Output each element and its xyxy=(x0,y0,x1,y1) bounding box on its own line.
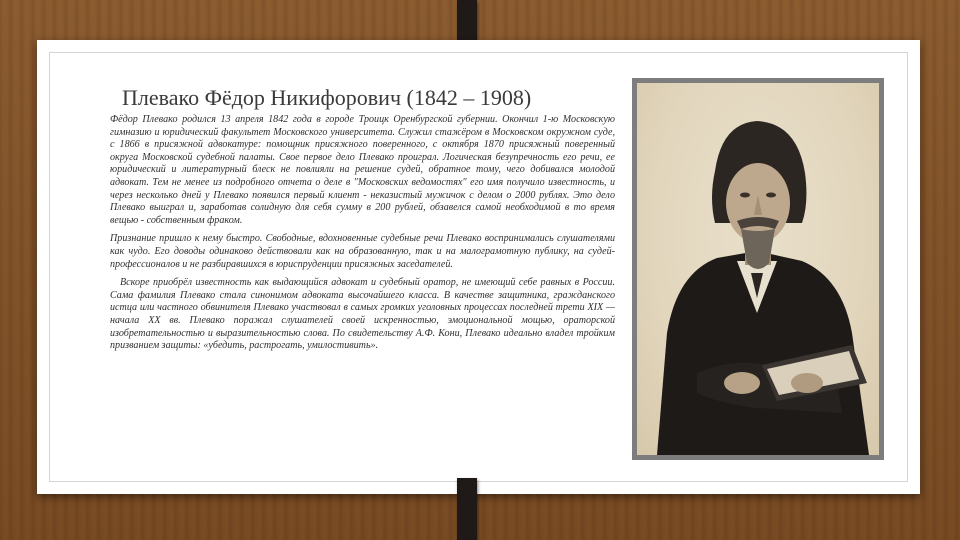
binder-clip-bottom xyxy=(457,478,477,540)
slide-title: Плевако Фёдор Никифорович (1842 – 1908) xyxy=(122,85,532,110)
paragraph-2: Признание пришло к нему быстро. Свободные, вдохновенные судебные речи Плевако воспринимались слушателями как чудо. Его доводы одинаково действовали как на образованную, так и на малограмотную публику, на судей-профессионалов и не разбиравшихся в юриспруденции присяжных заседателей. xyxy=(110,233,615,270)
portrait-frame xyxy=(632,78,884,460)
slide-card xyxy=(37,40,920,494)
paragraph-3: Вскоре приобрёл известность как выдающийся адвокат и судебный оратор, не имеющий себе равных в России. Сама фамилия Плевако стала синонимом адвоката высочайшего класса. В качестве защитника, гражданского истца или частного обвинителя Плевако участвовал в самых громких уголовных процессах последней трети XIX — начала XX вв. Плевако поражал слушателей своей искренностью, эмоциональной мощью, ораторской изобретательностью и выразительностью слова. По свидетельству А.Ф. Кони, Плевако идеально владел тройким призванием защиты: «убедить, растрогать, умилостивить». xyxy=(110,277,615,352)
biography-text xyxy=(110,114,615,359)
portrait-photo xyxy=(637,83,879,455)
paragraph-1: Фёдор Плевако родился 13 апреля 1842 года в городе Троицк Оренбургской губернии. Окончил 1-ю Московскую гимназию и юридический факультет Московского университета. Служил стажёром в Московском окружном суде, с 1866 в присяжной адвокатуре: помощник присяжного поверенного, с октября 1870 присяжный поверенный округа Московской судебной палаты. Свое первое дело Плевако проиграл. Логическая безупречность его речи, ее юридический и литературный блеск не повлияли на решение судей, обратное тому, чего добивался молодой адвокат. Тем не менее из подробного отчета о деле в "Московских ведомостях" его имя получило известность, и через несколько дней у Плевако появился первый клиент - неказистый мужичок с делом о 2000 рублях. Это дело Плевако выиграл и, заработав солидную для себя сумму в 200 рублей, обзавелся самой необходимой в то время вещью - собственным фраком. xyxy=(110,114,615,226)
portrait-illustration xyxy=(637,83,879,455)
